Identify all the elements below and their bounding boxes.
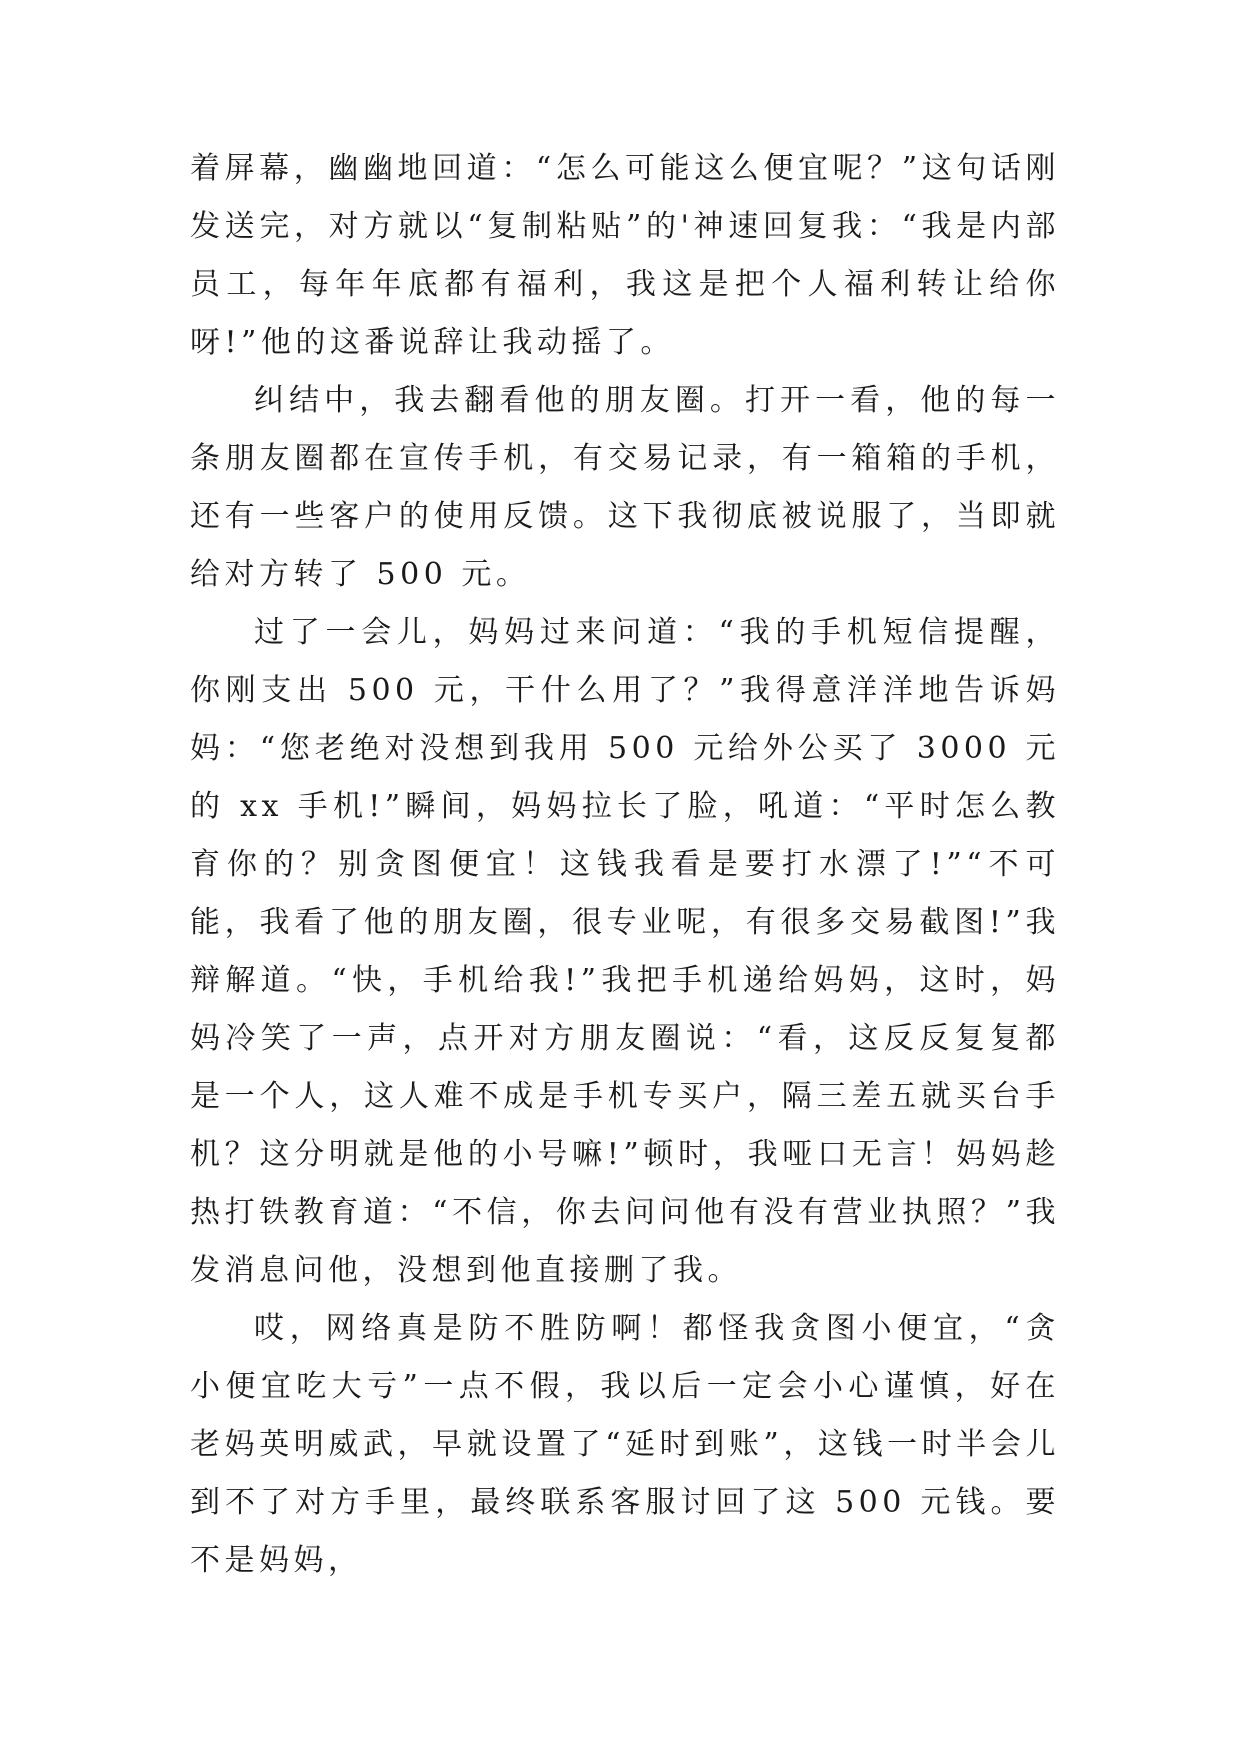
text-line: 删了我。 (604, 1253, 742, 1288)
text-line: 哎，网络真是防不胜防啊！都怪我贪图小便宜，“贪小 (190, 1311, 1060, 1404)
text-line: 了对方手里，最终联系客服讨回了这 500 元钱。要不是妈妈， (190, 1485, 1060, 1578)
text-line: 朋友圈都在宣传手机，有交易记录，有一箱箱的手机，还有 (190, 441, 1060, 534)
paragraph (190, 1300, 1060, 1590)
text-line: 纠结中，我去翻看他的朋友圈。打开一看，他的每一条 (190, 383, 1060, 476)
text-line: 圈，很专业呢，有很多交易截图!”我辩解道。“快，手机给 (190, 905, 1060, 998)
text-line: 着屏幕，幽幽地回道：“怎么可能这么便宜呢？”这句话刚 (190, 151, 1060, 186)
text-line: 英明威武，早就设置了“延时到账”，这钱一时半会儿到不 (190, 1427, 1060, 1520)
paragraph (190, 140, 1060, 372)
text-line: 嘛!”顿时，我哑口无言！妈妈趁热打铁教育道：“不信，你 (190, 1137, 1061, 1230)
text-line: 转了 500 元。 (293, 557, 531, 592)
text-line: 便宜吃大亏”一点不假，我以后一定会小心谨慎，好在老妈 (190, 1369, 1061, 1462)
text-line: 方朋友圈说：“看，这反反复复都是一个人，这人难不成是 (190, 1021, 1060, 1114)
text-line: 我!”我把手机递给妈妈，这时，妈妈冷笑了一声，点开对 (190, 963, 1060, 1056)
text-line: 过了一会儿，妈妈过来问道：“我的手机短信提醒，你 (190, 615, 1060, 708)
text-line: 员工，每年年底都有福利，我这是把个人福利转让给你呀!” (190, 267, 1060, 360)
text-line: 老绝对没想到我用 500 元给外公买了 3000 元的 xx 手机!” (190, 731, 1060, 824)
text-line: 他的这番说辞让我动摇了。 (260, 325, 675, 360)
text-line: 发送完，对方就以“复制粘贴”的'神速回复我：“我是内部 (190, 209, 1060, 244)
paragraph (190, 604, 1060, 1300)
text-line: 便宜！这钱我看是要打水漂了!”“不可能，我看了他的朋友 (190, 847, 1061, 940)
text-line: 手机专买户，隔三差五就买台手机？这分明就是他的小号 (190, 1079, 1060, 1172)
text-line: 瞬间，妈妈拉长了脸，吼道：“平时怎么教育你的？别贪图 (190, 789, 1060, 882)
document-body (190, 140, 1060, 1590)
text-line: 去问问他有没有营业执照？”我发消息问他，没想到他直接 (190, 1195, 1060, 1288)
text-line: 一些客户的使用反馈。这下我彻底被说服了，当即就给对方 (190, 499, 1060, 592)
paragraph (190, 372, 1060, 604)
text-line: 刚支出 500 元，干什么用了？”我得意洋洋地告诉妈妈：“您 (190, 673, 1061, 766)
